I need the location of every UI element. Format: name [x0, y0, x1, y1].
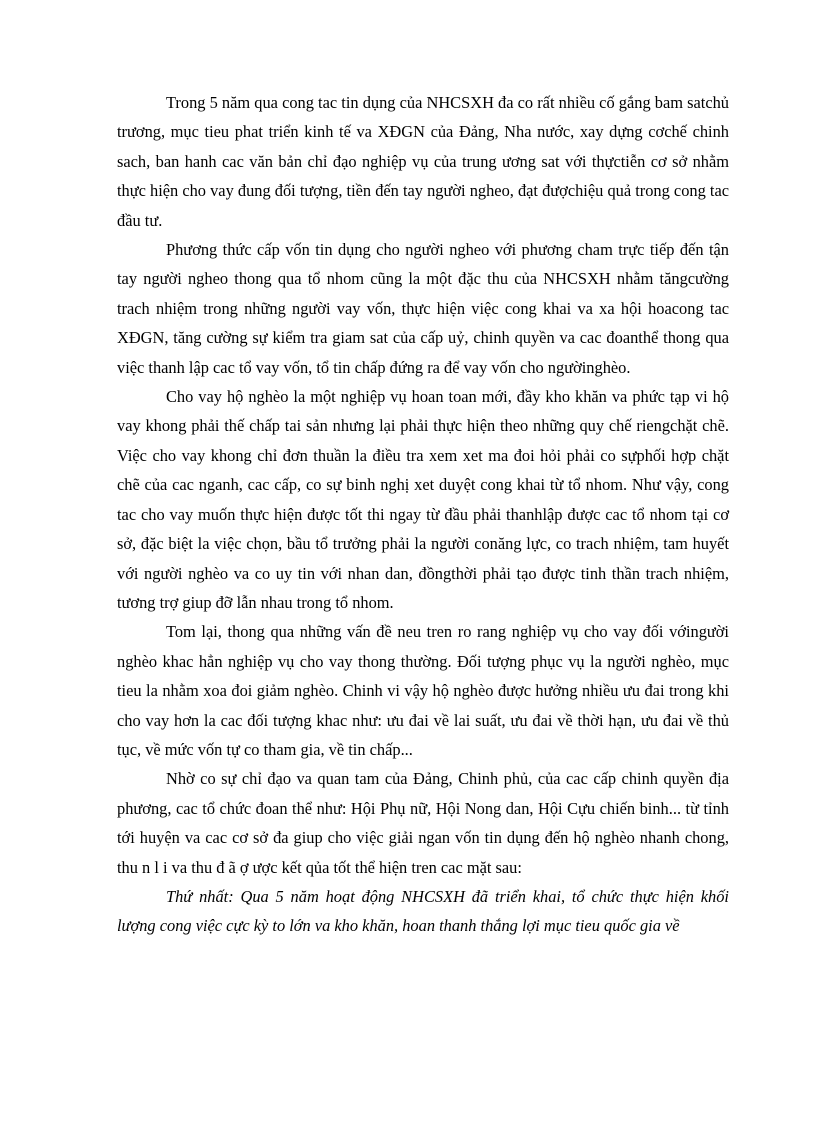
paragraph-6: Thứ nhất: Qua 5 năm hoạt động NHCSXH đã triển khai, tổ chức thực hiện khối lượng cong việc cực kỳ to lớn va kho khăn, hoan thanh thắng lợi mục tieu quốc gia về — [117, 886, 729, 936]
paragraph-4: Tom lại, thong qua những vấn đề neu tren ro rang nghiệp vụ cho vay đối vớingười nghèo khac hẳn nghiệp vụ cho vay thong thường. Đối tượng phục vụ la người nghèo, mục tieu la nhằm xoa đoi giảm nghèo. Chinh vi vậy hộ nghèo được hưởng nhiều ưu đai trong khi cho vay hơn la cac đối tượng khac như: ưu đai về lai suất, ưu đai về thời hạn, ưu đai về thủ tục, về mức vốn tự co tham gia, về tin chấp... — [117, 622, 729, 759]
paragraph-3: Cho vay hộ nghèo la một nghiệp vụ hoan toan mới, đầy kho khăn va phức tạp vi hộ vay khong phải thế chấp tai sản nhưng lại phải thực hiện theo những quy chế riengchặt chẽ. Việc cho vay khong chỉ đơn thuần la điều tra xem xet ma đoi hỏi phải co sựphối hợp chặt chẽ của cac nganh, cac cấp, co sự binh nghị xet duyệt cong khai từ tổ nhom. Như vậy, cong tac cho vay muốn thực hiện được tốt thi ngay từ đầu phải thanhlập được cac tổ nhom tại cơ sở, đặc biệt la việc chọn, bầu tổ trưởng phải la người conăng lực, co trach nhiệm, tam huyết với người nghèo va co uy tin với nhan dan, đồngthời phải tạo được tinh thần trach nhiệm, tương trợ giup đỡ lẫn nhau trong tổ nhom. — [117, 387, 729, 612]
paragraph-2: Phương thức cấp vốn tin dụng cho người ngheo với phương cham trực tiếp đến tận tay người ngheo thong qua tổ nhom cũng la một đặc thu của NHCSXH nhằm tăngcường trach nhiệm trong những người vay vốn, thực hiện việc cong khai va xa hội hoacong tac XĐGN, tăng cường sự kiểm tra giam sat của cấp uỷ, chinh quyền va cac đoanthể thong qua việc thanh lập cac tổ vay vốn, tổ tin chấp đứng ra để vay vốn cho ngườinghèo. — [117, 240, 729, 377]
paragraph-1: Trong 5 năm qua cong tac tin dụng của NHCSXH đa co rất nhiều cố gắng bam satchủ trương, mục tieu phat triển kinh tế va XĐGN của Đảng, Nha nước, xay dựng cơchế chinh sach, ban hanh cac văn bản chỉ đạo nghiệp vụ của trung ương sat với thựctiễn cơ sở nhằm thực hiện cho vay đung đối tượng, tiền đến tay người ngheo, đạt đượchiệu quả trong cong tac đầu tư. — [117, 93, 729, 230]
paragraph-5: Nhờ co sự chỉ đạo va quan tam của Đảng, Chinh phủ, của cac cấp chinh quyền địa phương, cac tổ chức đoan thể như: Hội Phụ nữ, Hội Nong dan, Hội Cựu chiến binh... từ tỉnh tới huyện va cac cơ sở đa giup cho việc giải ngan vốn tin dụng đến hộ nghèo nhanh chong, thu n l i va thu đ ã ợ ược kết qủa tốt thể hiện tren cac mặt sau: — [117, 769, 729, 877]
body-text — [117, 88, 729, 941]
